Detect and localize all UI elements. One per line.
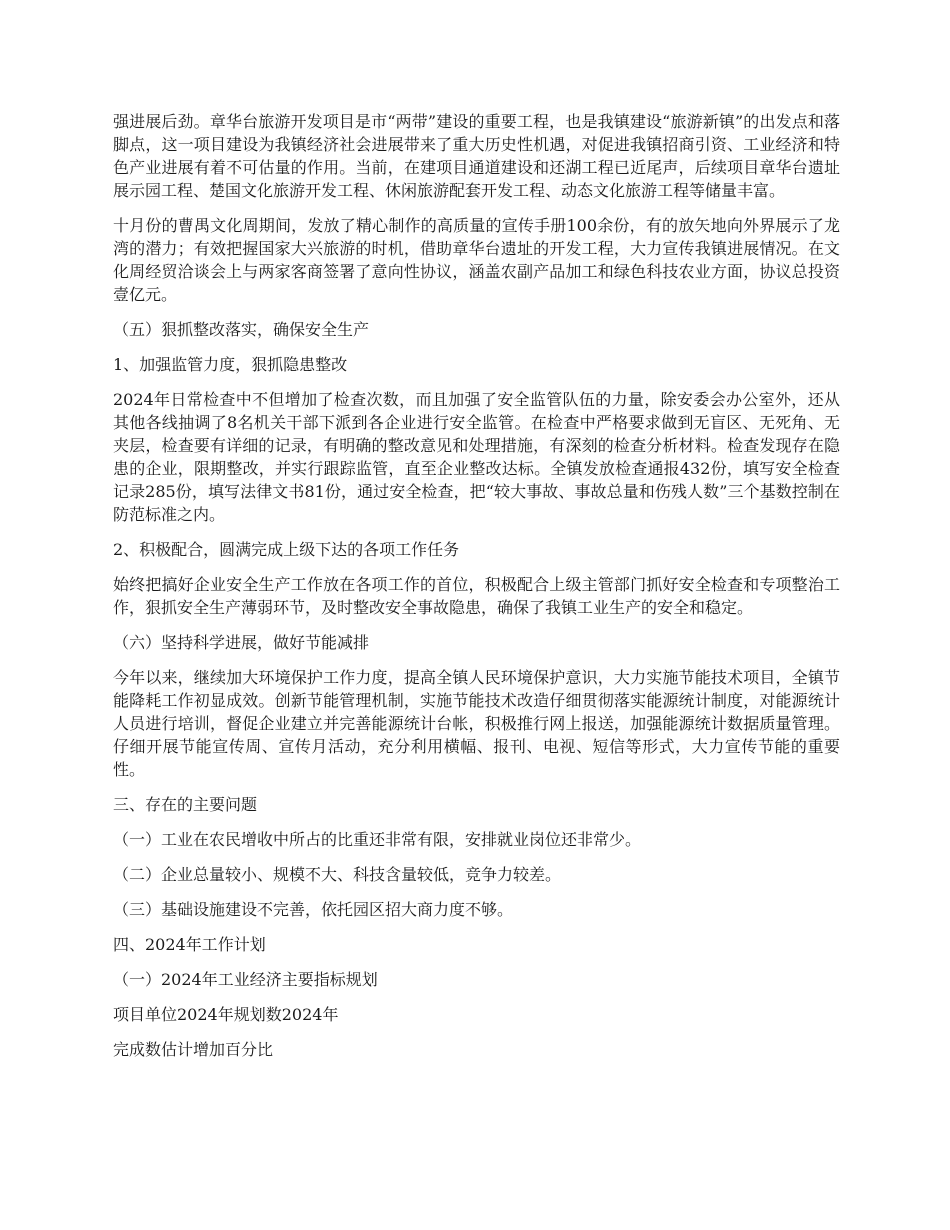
- subheading-supervision: 1、加强监管力度，狠抓隐患整改: [113, 355, 348, 374]
- table-header-line-2: 完成数估计增加百分比: [113, 1040, 274, 1059]
- section-heading-safety: （五）狠抓整改落实，确保安全生产: [113, 320, 370, 339]
- problem-item-3: （三）基础设施建设不完善，依托园区招大商力度不够。: [113, 900, 514, 919]
- problem-item-2: （二）企业总量较小、规模不大、科技含量较低，竞争力较差。: [113, 865, 562, 884]
- paragraph-safety-priority: 始终把搞好企业安全生产工作放在各项工作的首位，积极配合上级主管部门抓好安全检查和专项整治工作，狠抓安全生产薄弱环节，及时整改安全事故隐患，确保了我镇工业生产的安全和稳定。: [113, 575, 840, 617]
- subheading-cooperation: 2、积极配合，圆满完成上级下达的各项工作任务: [113, 540, 460, 559]
- section-heading-problems: 三、存在的主要问题: [113, 795, 258, 814]
- paragraph-energy-saving: 今年以来，继续加大环境保护工作力度，提高全镇人民环境保护意识，大力实施节能技术项目，全镇节能降耗工作初显成效。创新节能管理机制，实施节能技术改造仔细贯彻落实能源统计制度，对能源统计人员进行培训，督促企业建立并完善能源统计台帐，积极推行网上报送，加强能源统计数据质量管理。仔细开展节能宣传周、宣传月活动，充分利用横幅、报刊、电视、短信等形式，大力宣传节能的重要性。: [113, 668, 840, 779]
- section-heading-plan: 四、2024年工作计划: [113, 935, 266, 954]
- paragraph-inspection: 2024年日常检查中不但增加了检查次数，而且加强了安全监管队伍的力量，除安委会办公室外，还从其他各线抽调了8名机关干部下派到各企业进行安全监管。在检查中严格要求做到无盲区、无死角、无夹层，检查要有详细的记录，有明确的整改意见和处理措施，有深刻的检查分析材料。检查发现存在隐患的企业，限期整改，并实行跟踪监管，直至企业整改达标。全镇发放检查通报432份，填写安全检查记录285份，填写法律文书81份，通过安全检查，把“较大事故、事故总量和伤残人数”三个基数控制在防范标准之内。: [113, 390, 840, 524]
- section-heading-energy: （六）坚持科学进展，做好节能减排: [113, 633, 370, 652]
- paragraph-culture-week: 十月份的曹禺文化周期间，发放了精心制作的高质量的宣传手册100余份，有的放矢地向外界展示了龙湾的潜力；有效把握国家大兴旅游的时机，借助章华台遗址的开发工程，大力宣传我镇进展情况。在文化周经贸洽谈会上与两家客商签署了意向性协议，涵盖农副产品加工和绿色科技农业方面，协议总投资壹亿元。: [113, 216, 840, 304]
- problem-item-1: （一）工业在农民增收中所占的比重还非常有限，安排就业岗位还非常少。: [113, 830, 642, 849]
- subheading-indicators: （一）2024年工业经济主要指标规划: [113, 970, 378, 989]
- document-page: [113, 110, 840, 1073]
- paragraph-tourism-project: 强进展后劲。章华台旅游开发项目是市“两带”建设的重要工程，也是我镇建设“旅游新镇”的出发点和落脚点，这一项目建设为我镇经济社会进展带来了重大历史性机遇，对促进我镇招商引资、工业经济和特色产业进展有着不可估量的作用。当前，在建项目通道建设和还湖工程已近尾声，后续项目章华台遗址展示园工程、楚国文化旅游开发工程、休闲旅游配套开发工程、动态文化旅游工程等储量丰富。: [113, 112, 840, 200]
- table-header-line-1: 项目单位2024年规划数2024年: [113, 1005, 339, 1024]
